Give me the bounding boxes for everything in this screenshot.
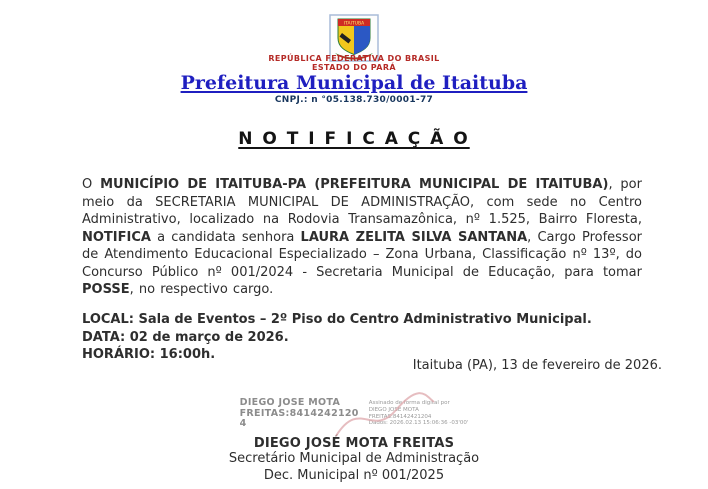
header-republic: REPÚBLICA FEDERATIVA DO BRASIL [268, 54, 440, 63]
document-title: N O T I F I C A Ç Ã O [238, 129, 470, 149]
header-state: ESTADO DO PARÁ [312, 63, 396, 72]
notification-paragraph: O MUNICÍPIO DE ITAITUBA-PA (PREFEITURA MUNICIPAL DE ITAITUBA), por meio da SECRETARIA MUNICIPAL DE ADMINISTRAÇÃO, com sede no Centro Administrativo, localizado na Rodovia Transamazônica, nº 1.525, Bairro Floresta, NOTIFICA a candidata senhora LAURA ZELITA SILVA SANTANA, Cargo Professor de Atendimento Educacional Especializado – Zona Urbana, Classificação nº 13º, do Concurso Público nº 001/2024 - Secretaria Municipal de Educação, para tomar POSSE, no respectivo cargo. [82, 177, 643, 297]
signer-name: DIEGO JOSÉ MOTA FREITAS [253, 436, 455, 451]
signer-role: Secretário Municipal de Administração [228, 451, 480, 466]
title-row [0, 129, 708, 149]
place-date-line: Itaituba (PA), 13 de fevereiro de 2026. [412, 358, 662, 373]
signer-decree: Dec. Municipal nº 001/2025 [263, 467, 445, 483]
header-cnpj: CNPJ.: n °05.138.730/0001-77 [274, 95, 434, 105]
event-info-block [82, 311, 657, 364]
document-header [0, 54, 708, 105]
horario-line: HORÁRIO: 16:00h. [82, 347, 216, 362]
data-line: DATA: 02 de março de 2026. [82, 329, 289, 345]
digital-signer-id: DIEGO JOSE MOTA FREITAS:8414242120 4 [239, 397, 359, 429]
crest-motto-text: ITAITUBA [343, 21, 365, 27]
header-org-name: Prefeitura Municipal de Itaituba [180, 72, 528, 94]
digital-signature [0, 398, 708, 434]
digital-signature-details: Assinado de forma digital por DIEGO JOSE MOTA FREITAS:84142421204 Dados: 2026.02.13 15:06:36 -03'00' [368, 400, 469, 427]
signature-block [0, 398, 708, 484]
local-line: LOCAL: Sala de Eventos – 2º Piso do Centro Administrativo Municipal. [82, 312, 592, 327]
